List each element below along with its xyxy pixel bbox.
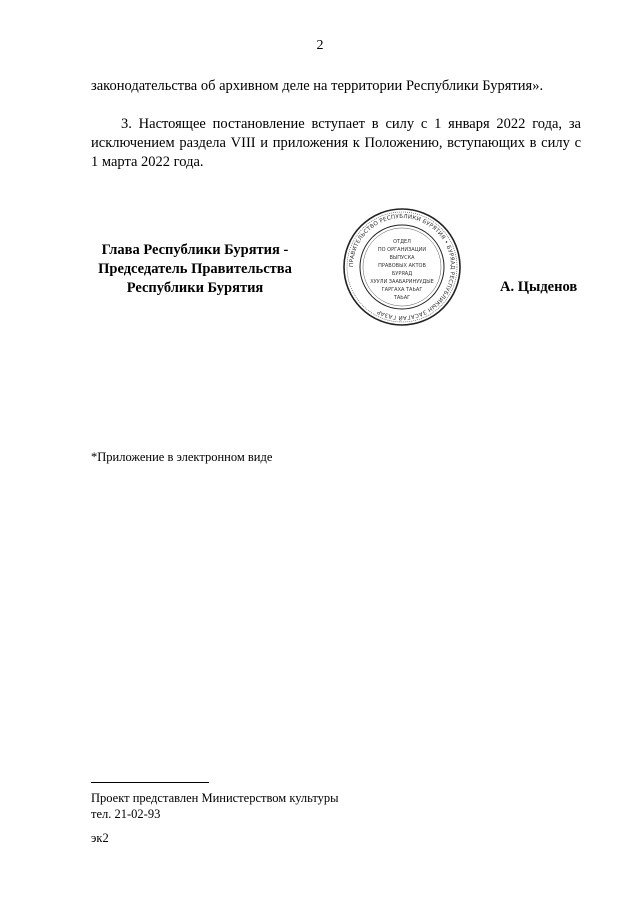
seal-inner-line: ВЫПУСКА [389,255,415,261]
signatory-name: А. Цыденов [500,279,578,295]
signatory-title-line: Глава Республики Бурятия - [101,242,289,258]
appendix-note: *Приложение в электронном виде [91,450,273,464]
paragraph-effective-date: 3. Настоящее постановление вступает в силу с 1 января 2022 года, за исключением раздела VIII и приложения к Положению, вступающих в силу с 1 марта 2022 года. [91,116,581,170]
seal-inner-line: ГАРГАХА ТАЬАГ [381,287,423,293]
footer-submitted-by: Проект представлен Министерством культуры [91,791,339,805]
page-number: 2 [316,38,324,53]
seal-inner-line: ХУУЛИ ЗААБАРИНУУДЫЕ [370,279,434,285]
seal-inner-line: ПО ОРГАНИЗАЦИИ [377,247,427,253]
paragraph-continuation: законодательства об архивном деле на территории Республики Бурятия». [91,78,544,94]
footer-phone: тел. 21-02-93 [91,807,161,821]
footer-divider [91,782,209,783]
seal-inner-line: ОТДЕЛ [393,239,411,245]
seal-inner-line: БУРЯАД [391,271,413,277]
footer-code: эк2 [91,831,109,845]
seal-outer-text: ПРАВИТЕЛЬСТВО РЕСПУБЛИКИ БУРЯТИЯ • БУРЯАД РЕСПУБЛИКЫН ЗАСАГАЙ ГАЗАР [348,213,456,321]
signatory-title [82,241,308,298]
official-seal-stamp [342,207,462,327]
signatory-title-line: Председатель Правительства [98,261,292,277]
seal-inner-line: ТАЬАГ [393,295,411,301]
seal-inner-line: ПРАВОВЫХ АКТОВ [378,263,426,269]
signatory-title-line: Республики Бурятия [126,280,264,296]
